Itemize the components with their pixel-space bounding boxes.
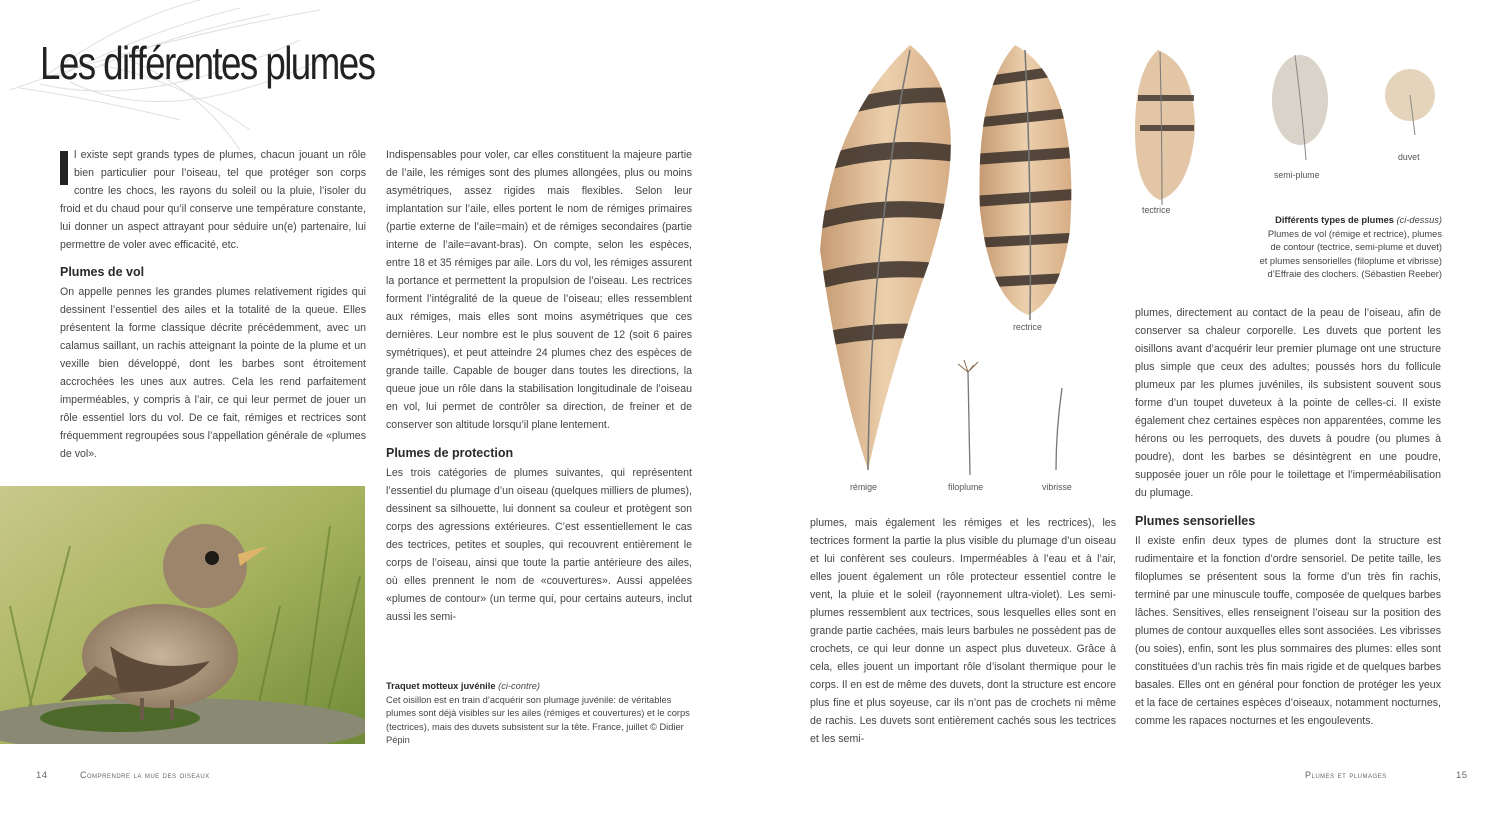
label-semiplume: semi-plume (1274, 170, 1320, 180)
folio-right-number: 15 (1456, 770, 1468, 781)
protection-paragraph-1: Les trois catégories de plumes suivantes, qui représentent l’essentiel du plumage d’un oiseau (quelques milliers de plumes), dessinent sa silhouette, lui donnent sa couleur et protègent son corps des agressions extérieures. C’est essentiellement le cas des tectrices, petites et souples, qui recouvrent entièrement le corps de l’oiseau, ainsi que toute la partie antérieure des ailes, où elles prennent le nom de «couvertures». Aussi appelées «plumes de contour» (un terme qui, pour certains auteurs, inclut aussi les semi- (386, 467, 692, 623)
label-tectrice: tectrice (1142, 205, 1171, 215)
label-filoplume: filoplume (948, 482, 984, 492)
folio-left-title: Comprendre la mue des oiseaux (80, 770, 210, 780)
column-1 (60, 146, 366, 463)
tectrice-feather (1135, 50, 1195, 205)
intro-text: l existe sept grands types de plumes, chacun jouant un rôle bien particulier pour l’oiseau, tel que protéger son corps contre les chocs, les rayons du soleil ou la pluie, l’isoler du froid et du chaud pour qu’il conserve une température constante, lui donner un aspect attrayant pour séduire un(e) partenaire, lui permettre de voler avec efficacité, etc. (60, 149, 366, 251)
feather-caption-line-3: et plumes sensorielles (filoplume et vibrisse) (1259, 255, 1442, 266)
protection-paragraph-3: plumes, directement au contact de la peau de l’oiseau, afin de conserver sa chaleur corporelle. Les duvets que portent les oisillons avant d’acquérir leur premier plumage ont une structure plus simple que ceux des adultes; poussés hors du follicule plumeux par les plumes juvéniles, ils subsistent souvent sous forme d’un toupet duveteux à la pointe de celles-ci. Il existe également chez certaines espèces non apparentées, comme les hérons ou les perroquets, des duvets à poudre (ou plumes à poudre), dont les barbes se désintègrent en une poudre, supposée jouer un rôle pour le toilettage et l’imperméabilisation du plumage. (1135, 307, 1441, 499)
column-2 (386, 146, 692, 626)
photo-caption-title: Traquet motteux juvénile (386, 681, 496, 691)
photo-caption-ref: (ci-contre) (498, 681, 540, 691)
feather-caption-line-4: d’Effraie des clochers. (Sébastien Reeber) (1267, 269, 1442, 279)
vol-paragraph-1: On appelle pennes les grandes plumes relativement rigides qui dessinent l’essentiel des ailes et la totalité de la queue. Elles présentent la forme classique décrite précédemment, avec un calamus saillant, un rachis atteignant la pointe de la plume et un vexille bien développé, dont les barbes sont étroitement accrochées les unes aux autres. Cela les rend parfaitement imperméables, y compris à l’air, ce qui leur permet de jouer un rôle essentiel lors du vol. De ce fait, rémiges et rectrices sont fréquemment regroupées sous l’appellation générale de «plumes de vol». (60, 286, 366, 460)
photo-caption (386, 680, 692, 748)
label-remige: rémige (850, 482, 877, 492)
heading-plumes-sensorielles: Plumes sensorielles (1135, 514, 1256, 528)
label-rectrice: rectrice (1013, 322, 1042, 332)
sensorielles-paragraph: Il existe enfin deux types de plumes dont la structure est rudimentaire et la fonction d’ordre sensoriel. De petite taille, les filoplumes se présentent sous la forme d’un très fin rachis, terminé par une minuscule touffe, composée de quelques barbes lâches. Sensitives, elles renseignent l’oiseau sur la position des plumes de contour auxquelles elles sont associées. Les vibrisses (ou soies), enfin, sont les plus sommaires des plumes: elles sont constituées d’un rachis très fin mais rigide et de quelques barbes basales. Elles ont en général pour fonction de protéger les yeux et la face de certaines espèces d’oiseaux, notamment nocturnes, comme les rapaces nocturnes et les engoulevents. (1135, 535, 1441, 727)
duvet-feather (1385, 69, 1435, 135)
remige-feather (810, 45, 980, 470)
right-page (750, 0, 1500, 816)
page-title: Les différentes plumes (40, 37, 375, 89)
vol-paragraph-2: Indispensables pour voler, car elles constituent la majeure partie de l’aile, les rémiges sont des plumes allongées, plus ou moins asymétriques, assez rigides mais flexibles. Selon leur implantation sur l’aile, elles portent le nom de rémiges primaires (partie externe de l’aile=main) et de rémiges secondaires (partie interne de l’aile=avant-bras). On compte, selon les espèces, entre 18 et 35 rémiges par aile. Lors du vol, les rémiges assurent la portance et permettent la propulsion de l’oiseau. Les rectrices forment l’intégralité de la queue de l’oiseau; elles ressemblent aux rémiges, mais elles sont moins asymétriques que ces dernières. Leur nombre est le plus souvent de 12 (soit 6 paires symétriques), et peut atteindre 24 plumes chez des espèces de grande taille. Capable de bouger dans toutes les directions, la queue joue un rôle dans la stabilisation longitudinale de l’oiseau en vol, lui permet de contrôler sa direction, de freiner et de conserver son altitude lorsqu’il plane lentement. (386, 149, 692, 431)
semiplume-feather (1272, 55, 1328, 160)
column-4 (1135, 304, 1441, 730)
feather-caption-title: Différents types de plumes (1275, 215, 1394, 225)
wheatear-photo (0, 486, 365, 744)
label-vibrisse: vibrisse (1042, 482, 1072, 492)
photo-caption-text: Cet oisillon est en train d’acquérir son plumage juvénile: de véritables plumes sont déjà visibles sur les ailes (rémiges et couvertures) et le corps (tectrices), mais des duvets subsistent sur la tête. France, juillet © Didier Pépin (386, 694, 690, 745)
folio-left-number: 14 (36, 770, 48, 781)
feather-caption-line-2: de contour (tectrice, semi-plume et duvet) (1270, 242, 1442, 252)
label-duvet: duvet (1398, 152, 1420, 162)
drop-cap (60, 151, 68, 185)
heading-plumes-de-vol: Plumes de vol (60, 265, 145, 279)
feather-caption-ref: (ci-dessus) (1396, 215, 1442, 225)
feather-caption-line-1: Plumes de vol (rémige et rectrice), plumes (1267, 228, 1442, 239)
feather-caption (1142, 214, 1442, 282)
protection-paragraph-2: plumes, mais également les rémiges et les rectrices), les tectrices forment la partie la plus visible du plumage d’un oiseau et lui confèrent ses couleurs. Imperméables à l’eau et à l’air, elles jouent également un rôle protecteur essentiel contre le vent, la pluie et le soleil (rayonnement ultra-violet). Les semi-plumes ressemblent aux tectrices, sous lesquelles elles sont en grande partie cachées, mais leurs barbules ne possèdent pas de crochets, ce qui leur donne un aspect plus duveteux. Grâce à cela, elles jouent un important rôle d’isolant thermique pour le corps. Il en est de même des duvets, dont la structure est encore plus fine et plus soyeuse, car ils n’ont pas de crochets ni même de rachis. Les duvets sont entièrement cachés sous les tectrices et les semi- (810, 517, 1116, 745)
intro-paragraph (60, 146, 366, 254)
rectrice-feather (970, 45, 1090, 320)
filoplume-feather (958, 360, 978, 475)
column-3 (810, 514, 1116, 748)
vibrisse-feather (1056, 388, 1062, 470)
folio-right-title: Plumes et plumages (1305, 770, 1387, 780)
heading-plumes-de-protection: Plumes de protection (386, 446, 514, 460)
